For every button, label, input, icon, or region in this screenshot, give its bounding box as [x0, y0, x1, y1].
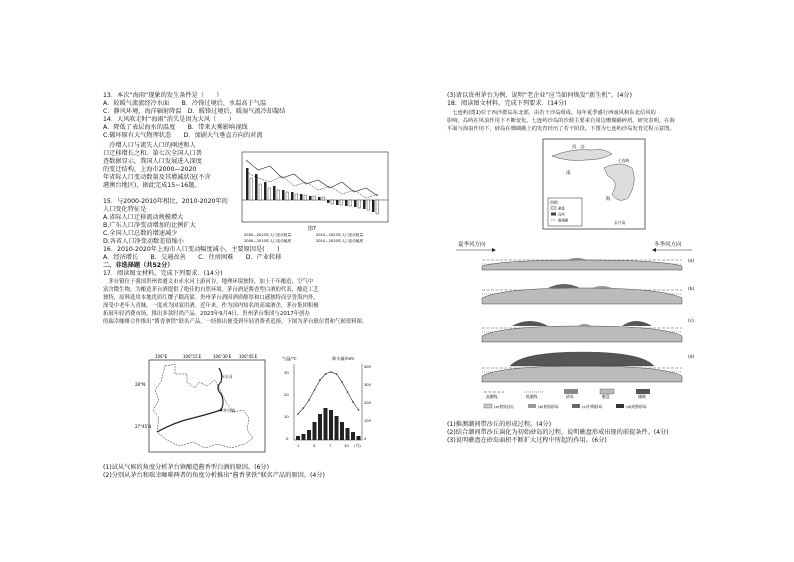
q17-passage-3: 独特，原料选用本地优质红缨子糯高粱。贵州茅台酒因酒质醇厚和口感独特而享誉海内外，: [103, 295, 319, 301]
bar: [363, 200, 366, 209]
passage1-line-3: 查数据显示，我国人口发展进入深度: [103, 158, 202, 165]
bar: [273, 186, 276, 200]
sand-island-evolution-diagram: [452, 246, 700, 420]
svg-text:(c): (c): [688, 319, 694, 324]
lat-label-1: 28°N: [135, 382, 146, 387]
q17-passage-6: 的瑞幸咖啡合作推出“酱香拿铁”联名产品，一经推出便受到年轻消费者追捧，下图为茅台镇位置和气候资料图。: [103, 319, 368, 325]
q17-passage-1: 茅台镇位于我国贵州省遵义市赤水河上游河谷，地理环境独特，加上千年酿造，空气中: [103, 279, 314, 285]
county-boundary: [153, 364, 253, 448]
bar: [255, 174, 258, 200]
winter-wind-label: 冬季风方向: [654, 242, 682, 248]
bar: [331, 200, 334, 204]
passage1-line-5: 年省际人口变动数量及其增减状况(不含: [103, 174, 211, 181]
precip-axis-label: 降水量/mm: [332, 356, 355, 361]
q18-subq2: (2)结合潮间带沙丘演化为初始砂岛的过程，说明礁盘形成出现的前提条件。(4分): [447, 429, 669, 436]
q13-options-ab: A．较暖气流流经冷水面 B．冷锋过境后，水温高于气温: [103, 100, 267, 107]
q13-options-cd: C．静风环境，海洋辐射降温 D．暖锋过境后，暖湿气流冷却凝结: [103, 108, 286, 115]
q14-stem: 14．大风吹走时“海雨”消失是因为大风（ ）: [103, 116, 235, 123]
bar: [291, 192, 294, 200]
svg-text:(月): (月): [354, 443, 361, 448]
bar: [367, 200, 370, 210]
chart-bars: [246, 168, 379, 214]
q13-stem: 13．本次“海雨”现象的发生条件是（ ）: [103, 92, 223, 99]
svg-text:七连屿: 七连屿: [618, 158, 630, 163]
bar: [336, 200, 339, 205]
bar: [259, 184, 262, 200]
bar: [286, 192, 289, 200]
q15-option-b: B.广东人口净变动增加的比例扩大: [103, 222, 196, 229]
q17-passage-2: 富含微生物，为酿造茅台酒提供了绝佳的自然环境。茅台酒是酱香型白酒的代表，酿造工艺: [103, 287, 319, 293]
temp-points: [297, 371, 359, 415]
passage1-line-4: 的变迁结构，上海市2000—2020: [103, 166, 197, 173]
svg-text:0: 0: [286, 436, 289, 441]
svg-text:4: 4: [313, 443, 316, 448]
passage1-line-2: 口迁移增长之和。第七次全国人口普: [103, 150, 202, 157]
q15-stem: 15．与2000-2010年相比，2010-2020年的: [103, 198, 228, 205]
bar: [300, 194, 303, 200]
svg-text:(b): (b): [688, 287, 695, 292]
section-2-heading: 二、非选择题（共52分）: [103, 262, 174, 269]
bar: [345, 200, 348, 206]
svg-text:永兴岛: 永兴岛: [614, 220, 626, 225]
stage-d: [482, 352, 695, 382]
svg-text:0: 0: [364, 437, 367, 441]
bar: [282, 190, 285, 200]
summer-wind-label: 夏季风方向: [458, 242, 486, 248]
chart-caption: 图7: [307, 226, 317, 232]
q18-subq1: (1)推测潮间带沙丘的形成过程。(4分): [447, 421, 552, 428]
bar: [309, 196, 312, 200]
bar: [277, 190, 280, 200]
bar: [304, 195, 307, 200]
svg-text:海: 海: [606, 197, 611, 202]
chart-legend-2: 2010—2020年人口变动数量: [316, 233, 364, 237]
passage1-line-6: 港澳台地区)，据此完成15~16题。: [103, 182, 201, 189]
bar: [376, 200, 379, 214]
chart-legend-1: 2000—2010年人口变动数量: [244, 233, 292, 237]
svg-text:(b)初始砂岛: (b)初始砂岛: [538, 404, 559, 409]
temp-axis-label: 气温/℃: [282, 356, 297, 361]
bar: [349, 200, 352, 206]
svg-text:低潮线: 低潮线: [526, 394, 538, 399]
q17-subq3: (3)请以贵州茅台为例，说明“老企业”应当如何焕发“新生机”。(4分): [447, 92, 633, 99]
climate-chart: [276, 352, 376, 458]
svg-text:(c)中期砂岛: (c)中期砂岛: [582, 404, 603, 409]
qilianyu-map: [542, 138, 646, 230]
q17-stem: 17．阅读图文材料，完成下列要求．(14分): [103, 270, 223, 277]
svg-text:图例: 图例: [550, 200, 558, 205]
q15-option-c: C.全国人口总数的增速减少: [103, 230, 178, 237]
precip-bars: [296, 408, 361, 440]
chart-legend-4: 2010—2020年人口变动幅度: [316, 239, 364, 243]
maotai-town-marker: [220, 409, 223, 412]
svg-text:(a): (a): [688, 259, 695, 264]
svg-text:砂岛: 砂岛: [566, 394, 574, 399]
river-label: 赤水河: [221, 374, 233, 379]
maotai-location-map: [135, 352, 270, 458]
q18-passage-1: 七连屿(图1)位于西沙群岛东北部，由若干沙岛组成，每年夏季盛行西南风和东北信风的: [447, 110, 656, 116]
passage1-line-1: 冷增人口与流失人口的阐述和人: [103, 142, 196, 149]
q18-passage-2: 影响，岛屿在风浪作用下不断变化。七连屿沙岛的沙源主要来自周边珊瑚礁碎屑。研究表明，在海: [447, 118, 675, 124]
svg-text:(a)初始沙丘: (a)初始沙丘: [494, 404, 515, 409]
q14-options-cd: C.破坏原有大气物理状态 D．加剧大气垂直方向的对流: [103, 132, 263, 139]
map-frame: [149, 360, 265, 452]
svg-text:西 沙: 西 沙: [572, 144, 585, 149]
stage-c: [482, 318, 694, 342]
svg-text:(d): (d): [688, 355, 695, 360]
stage-a: [482, 258, 694, 270]
q18-subq3: (3)说明礁盘在砂岛面积不断扩大过程中所起的作用。(6分): [447, 437, 607, 444]
svg-text:礁盘: 礁盘: [602, 394, 610, 399]
svg-text:(d)成熟砂岛: (d)成熟砂岛: [626, 404, 647, 409]
bar: [295, 194, 298, 200]
lat-label-2: 27°45′N: [135, 424, 152, 429]
lon-label-1: 106°E: [155, 354, 168, 359]
temp-line: [298, 372, 359, 414]
svg-text:400: 400: [364, 365, 371, 369]
q16-stem: 16．2010-2020年上海市人口变动幅度减小，主要原因是( ): [103, 246, 280, 253]
chart-frame: [242, 152, 388, 222]
svg-text:200: 200: [364, 401, 371, 405]
svg-text:高潮线: 高潮线: [486, 394, 498, 399]
svg-text:7: 7: [329, 443, 332, 448]
q17-subq1: (1)试从气候的角度分析茅台镇酿造酱香型白酒的原因。(6分): [103, 464, 270, 471]
bar: [313, 196, 316, 200]
q18-stem: 18．阅读图文材料，完成下列要求．(14分): [447, 100, 567, 107]
bar: [264, 182, 267, 200]
q17-passage-4: 深受中老年人青睐，一度成为国宴用酒。近年来，作为国内知名的高端酒企，茅台集团积极: [103, 303, 319, 309]
q17-passage-5: 拓展年轻消费市场，推出多款时尚产品。2023年9月4日，贵州茅台集团与2017年创办: [103, 311, 310, 317]
svg-text:1: 1: [297, 443, 300, 448]
population-chart: [232, 148, 394, 244]
svg-text:10: 10: [284, 414, 289, 419]
svg-text:珊瑚: 珊瑚: [638, 394, 646, 399]
diagram-legend: [484, 389, 650, 409]
svg-text:30: 30: [284, 370, 289, 375]
bar: [322, 197, 325, 200]
svg-text:南: 南: [566, 171, 571, 176]
svg-text:100: 100: [364, 419, 371, 423]
q15-stem-2: 人口变化特征是: [103, 206, 147, 213]
bar: [327, 200, 330, 203]
lon-label-4: 106°45′E: [239, 354, 258, 359]
svg-text:岛屿: 岛屿: [558, 212, 565, 217]
svg-text:珊瑚礁: 珊瑚礁: [558, 218, 569, 223]
bar: [318, 197, 321, 200]
bar: [250, 178, 253, 200]
bar: [354, 200, 357, 207]
q16-options: A．经济增长 B．交通改善 C．住房困难 D．产业转移: [103, 254, 282, 261]
stage-b: [482, 284, 695, 304]
town-label: 茅台镇: [223, 408, 235, 413]
svg-text:10: 10: [344, 443, 349, 448]
q17-subq2: (2)分别从茅台和瑞幸咖啡两者的角度分析推出“酱香拿铁”联名产品的原因。(4分): [103, 472, 325, 479]
chart-legend-3: 2000—2010年人口变动幅度: [244, 239, 292, 243]
svg-text:300: 300: [364, 383, 371, 387]
bar: [358, 200, 361, 208]
chishui-river: [157, 368, 223, 432]
svg-text:20: 20: [284, 392, 289, 397]
bar: [340, 200, 343, 205]
lon-label-3: 106°30′E: [213, 354, 232, 359]
q14-options-ab: A．降低了表层海水的温度 B．带来大雾影响视线: [103, 124, 248, 131]
svg-text:礁盘: 礁盘: [558, 206, 565, 211]
bar: [372, 200, 375, 212]
q15-option-d: D.各省人口净变动数差值缩小: [103, 238, 184, 245]
bar: [268, 188, 271, 200]
lon-label-2: 106°15′E: [183, 354, 202, 359]
q18-passage-3: 平面与海浪作用下，砂岛在珊瑚礁上的发育经历了若干阶段。下图为七连屿沙岛发育过程示意图。: [447, 126, 675, 132]
q15-option-a: A.省际人口迁移流动规模增大: [103, 214, 184, 221]
